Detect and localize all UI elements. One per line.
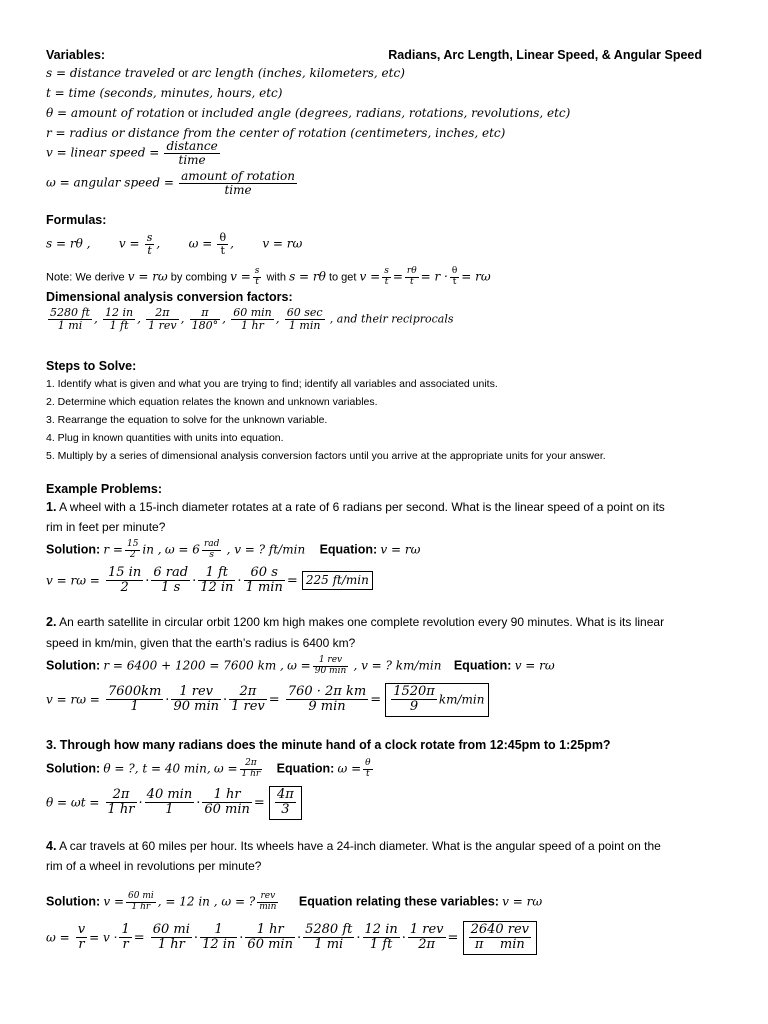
variable-omega: ω = angular speed = $\frac{\text{amount of rotation}}{\text{time}}$ — [46, 169, 295, 198]
problem-1-answer: 225 ft/min — [302, 571, 373, 590]
examples-heading: Example Problems: — [46, 482, 163, 496]
variables-heading: Variables: — [46, 48, 106, 62]
conversion-factors: $\frac{5280 ft}{1 mi}$ , $\frac{12 in}{1 ft}$ , $\frac{2\pi}{\text{1 rev}}$ , $\frac{\pi}{180^\circ}$ , $\frac{60 \min}{1 hr}$ , $\frac{60 \sec}{1 \min}$ , and their reciprocals — [50, 306, 454, 333]
problem-4-question: 4. A car travels at 60 miles per hour. Its wheels have a 24-inch diameter. What is the angular speed of a point on the — [46, 839, 661, 853]
problem-3-answer: $\frac{4\pi}{3}$ — [269, 786, 302, 820]
step-3: 3. Rearrange the equation to solve for the unknown variable. — [46, 414, 328, 426]
step-2: 2. Determine which equation relates the known and unknown variables. — [46, 396, 378, 408]
factor-rad-per-rev: $\frac{2\pi}{\text{1 rev}}$ — [148, 306, 177, 333]
problem-4-question-cont: rim of a wheel in revolutions per minute? — [46, 859, 262, 873]
variable-s: s = distance traveled or arc length (inches, kilometers, etc) — [46, 66, 405, 80]
variable-t: t = time (seconds, minutes, hours, etc) — [46, 86, 283, 100]
problem-4-answer: $\frac{\text{2640 rev}}{\text{π min}}$ — [463, 921, 537, 955]
formulas-heading: Formulas: — [46, 213, 107, 227]
problem-2-question-cont: speed in km/min, given that the earth’s radius is 6400 km? — [46, 636, 356, 650]
problem-2-solution: Solution: r = 6400 + 1200 = 7600 km , ω = $\frac{\text{1 rev}}{90 \min}$ , v = ? km/min Equation: v = rω — [46, 655, 555, 676]
conversion-heading: Dimensional analysis conversion factors: — [46, 290, 293, 304]
steps-heading: Steps to Solve: — [46, 359, 137, 373]
problem-2-answer: $\frac{1520\pi}{9}$ km/min — [385, 683, 488, 717]
factor-min-per-hr: $\frac{60 \min}{1 hr}$ — [233, 306, 272, 333]
problem-1-solution: Solution: r = $\frac{15}{2}$ in , ω = 6 $\frac{\text{rad}}{s}$ , v = ? ft/min Equation: v = rω — [46, 539, 421, 560]
problem-1-question-cont: rim in feet per minute? — [46, 520, 166, 534]
problem-2-question: 2. An earth satellite in circular orbit 1200 km high makes one complete revolution every 90 minutes. What is its linear — [46, 615, 665, 629]
factor-sec-per-min: $\frac{60 \sec}{1 \min}$ — [286, 306, 323, 333]
derivation-note: Note: We derive v = rω by combing v = $\frac{s}{t}$ with s = rθ to get v = $\frac{s}{t}$ = $\frac{r\theta}{t}$ = r · $\frac{\theta}{t}$ = rω — [46, 266, 491, 287]
variable-r: r = radius or distance from the center of rotation (centimeters, inches, etc) — [46, 126, 506, 140]
problem-3-calculation: θ = ωt = $\frac{2\pi}{1 hr}$ · $\frac{40 \min}{1}$ · $\frac{1 hr}{60 \min}$ = $\frac{4\pi}{3}$ — [46, 786, 302, 820]
step-4: 4. Plug in known quantities with units into equation. — [46, 432, 284, 444]
factor-ft-per-mi: $\frac{5280 ft}{1 mi}$ — [50, 306, 90, 333]
factor-rad-per-deg: $\frac{\pi}{180^\circ}$ — [191, 306, 219, 333]
step-5: 5. Multiply by a series of dimensional analysis conversion factors until you arrive at the appropriate units for your answer. — [46, 450, 606, 462]
problem-1-question: 1. A wheel with a 15-inch diameter rotates at a rate of 6 radians per second. What is the linear speed of a point on its — [46, 500, 665, 514]
factor-in-per-ft: $\frac{12 in}{1 ft}$ — [105, 306, 134, 333]
problem-3-solution: Solution: θ = ?, t = 40 min, ω = $\frac{2\pi}{1 hr}$ Equation: ω = $\frac{\theta}{t}$ — [46, 758, 371, 779]
problem-3-question: 3. Through how many radians does the minute hand of a clock rotate from 12:45pm to 1:25pm? — [46, 738, 611, 752]
document-title: Radians, Arc Length, Linear Speed, & Angular Speed — [388, 48, 702, 62]
variable-v: v = linear speed = $\frac{\text{distance}}{\text{time}}$ — [46, 139, 218, 168]
variable-theta: θ = amount of rotation or included angle (degrees, radians, rotations, revolutions, etc) — [46, 106, 571, 120]
problem-4-calculation: ω = $\frac{v}{r}$ = v · $\frac{1}{r}$ = $\frac{60 mi}{1 hr}$ · $\frac{1}{12 in}$ · $\frac{1 hr}{60 \min}$ · $\frac{5280 ft}{1 mi}$ · $\frac{12 in}{1 ft}$ · $\frac{\text{1 rev}}{2\pi}$ = $\frac{\text{2640 rev}}{\text{π min}}$ — [46, 921, 537, 955]
problem-4-solution: Solution: v = $\frac{60 mi}{1 hr}$ , = 12 in , ω = ? $\frac{\text{rev}}{\min}$ Equation relating these variables: v = rω — [46, 891, 543, 912]
problem-1-calculation: v = rω = $\frac{15 in}{2}$ · $\frac{\text{6 rad}}{1 s}$ · $\frac{1 ft}{12 in}$ · $\frac{60 s}{1 \min}$ = 225 ft/min — [46, 566, 373, 596]
problem-2-calculation: v = rω = $\frac{7600km}{1}$ · $\frac{\text{1 rev}}{90 \min}$ · $\frac{2\pi}{\text{1 rev}}$ = $\frac{\text{760 · 2π km}}{9 \min}$ = $\frac{1520\pi}{9}$ km/min — [46, 683, 489, 717]
step-1: 1. Identify what is given and what you are trying to find; identify all variables and associated units. — [46, 378, 498, 390]
formulas-row: s = rθ , v = $\frac{s}{t}$ , ω = $\frac{\theta}{t}$ , v = rω — [46, 231, 303, 258]
